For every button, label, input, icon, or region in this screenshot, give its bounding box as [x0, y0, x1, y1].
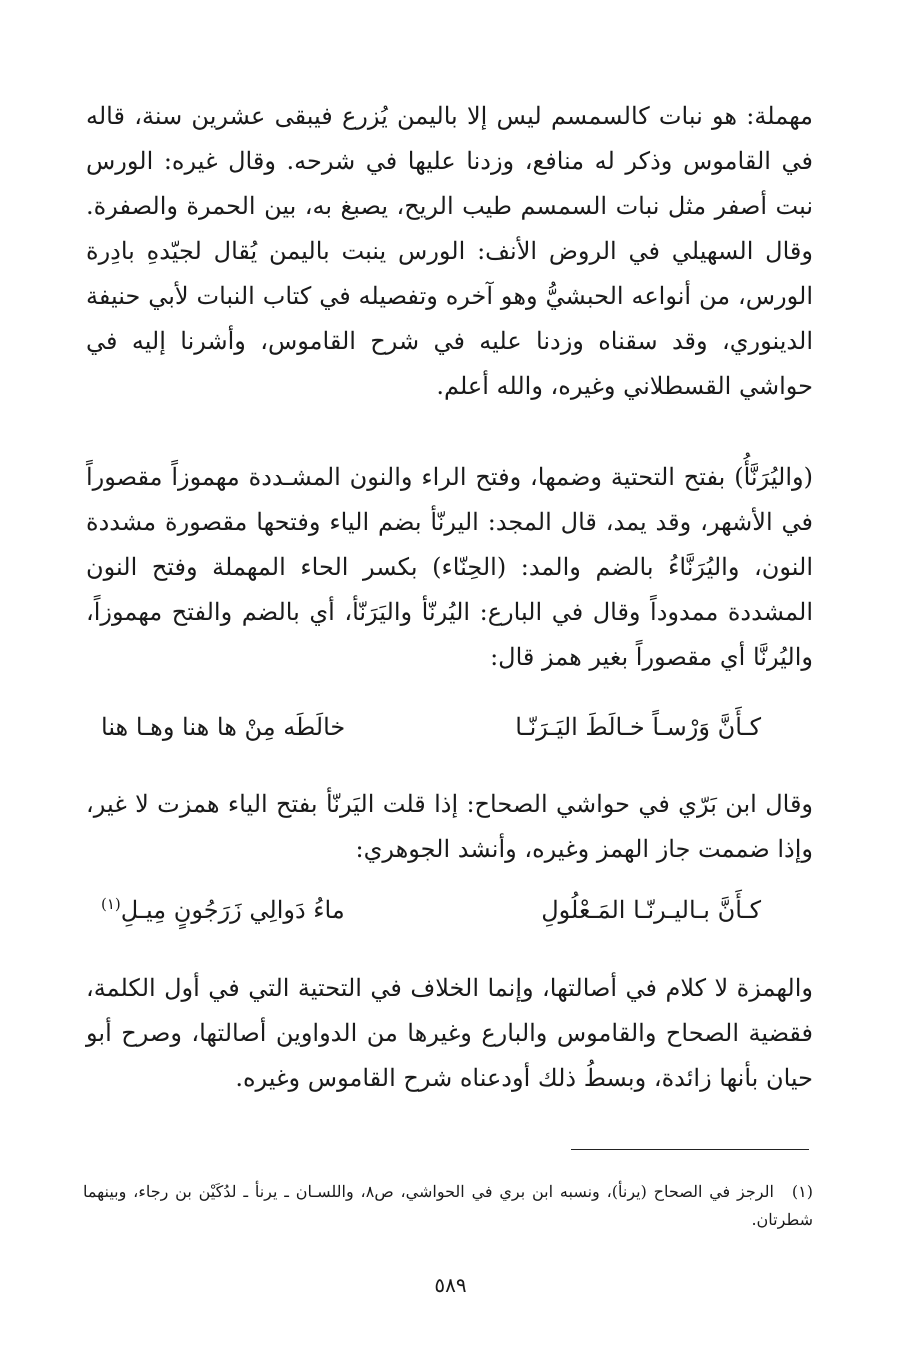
verse-line-1 [101, 707, 761, 747]
paragraph-hamza-discussion: والهمزة لا كلام في أصالتها، وإنما الخلاف في التحتية التي في أول الكلمة، فقضية الصحاح والقاموس والبارع وغيرها من الدواوين أصالتها، وصرح أبو حيان بأنها زائدة، وبسطُ ذلك أودعناه شرح القاموس وغيره. [86, 974, 813, 1092]
verse-2-second-text: ماءُ دَوالِي زَرَجُونٍ مِيـلِ [120, 896, 345, 924]
paragraph-yaranna-definition: (واليُرَنَّأُ) بفتح التحتية وضمها، وفتح الراء والنون المشـددة مهموزاً مقصوراً في الأشهر، وقد يمد، قال المجد: اليرنّأ بضم الياء وفتحها مقصورة مشددة النون، واليُرَنَّاءُ بالضم والمد: (الحِنّاء) بكسر الحاء المهملة وفتح النون المشددة ممدوداً وقال في البارع: اليُرنّأ واليَرَنّأ، أي بالضم والفتح مهموزاً، واليُرنَّا أي مقصوراً بغير همز قال: [86, 463, 813, 671]
paragraph-wars-description: مهملة: هو نبات كالسمسم ليس إلا باليمن يُزرع فيبقى عشرين سنة، قاله في القاموس وذكر له منافع، وزدنا عليها في شرحه. وقال غيره: الورس نبت أصفر مثل نبات السمسم طيب الريح، يصبغ به، بين الحمرة والصفرة. وقال السهيلي في الروض الأنف: الورس ينبت باليمن يُقال لجيّدهِ بادِرة الورس، من أنواعه الحبشيُّ وهو آخره وتفصيله في كتاب النبات لأبي حنيفة الدينوري، وقد سقناه وزدنا عليه في شرح القاموس، وأشرنا إليه في حواشي القسطلاني وغيره، والله أعلم. [86, 102, 813, 400]
verse-2-first-hemistich: كـأَنَّ بـاليـرنّـا المَـعْلُولِ [541, 896, 761, 924]
footnote [83, 1178, 813, 1234]
verse-line-2 [101, 890, 761, 930]
page-number: ٥٨٩ [434, 1273, 467, 1297]
paragraph-ibn-barri: وقال ابن بَرّي في حواشي الصحاح: إذا قلت اليَرنّأ بفتح الياء همزت لا غير، وإذا ضممت جاز الهمز وغيره، وأنشد الجوهري: [86, 790, 813, 863]
footnote-reference: (١) [101, 895, 121, 913]
footnote-number: (١) [791, 1182, 813, 1201]
footnote-text: الرجز في الصحاح (يرنأ)، ونسبه ابن بري في الحواشي، ص٨، واللسـان ـ يرنأ ـ لدُكَيْن بن رجاء، وبينهما شطرتان. [83, 1182, 813, 1229]
verse-1-second-hemistich: خالَطَه مِنْ ها هنا وهـا هنا [101, 713, 346, 741]
verse-2-second-hemistich [101, 890, 345, 930]
footnote-separator [571, 1149, 809, 1150]
verse-1-first-hemistich: كـأَنَّ وَرْسـاً خـالَطَ اليَـرَنّـا [515, 713, 761, 741]
